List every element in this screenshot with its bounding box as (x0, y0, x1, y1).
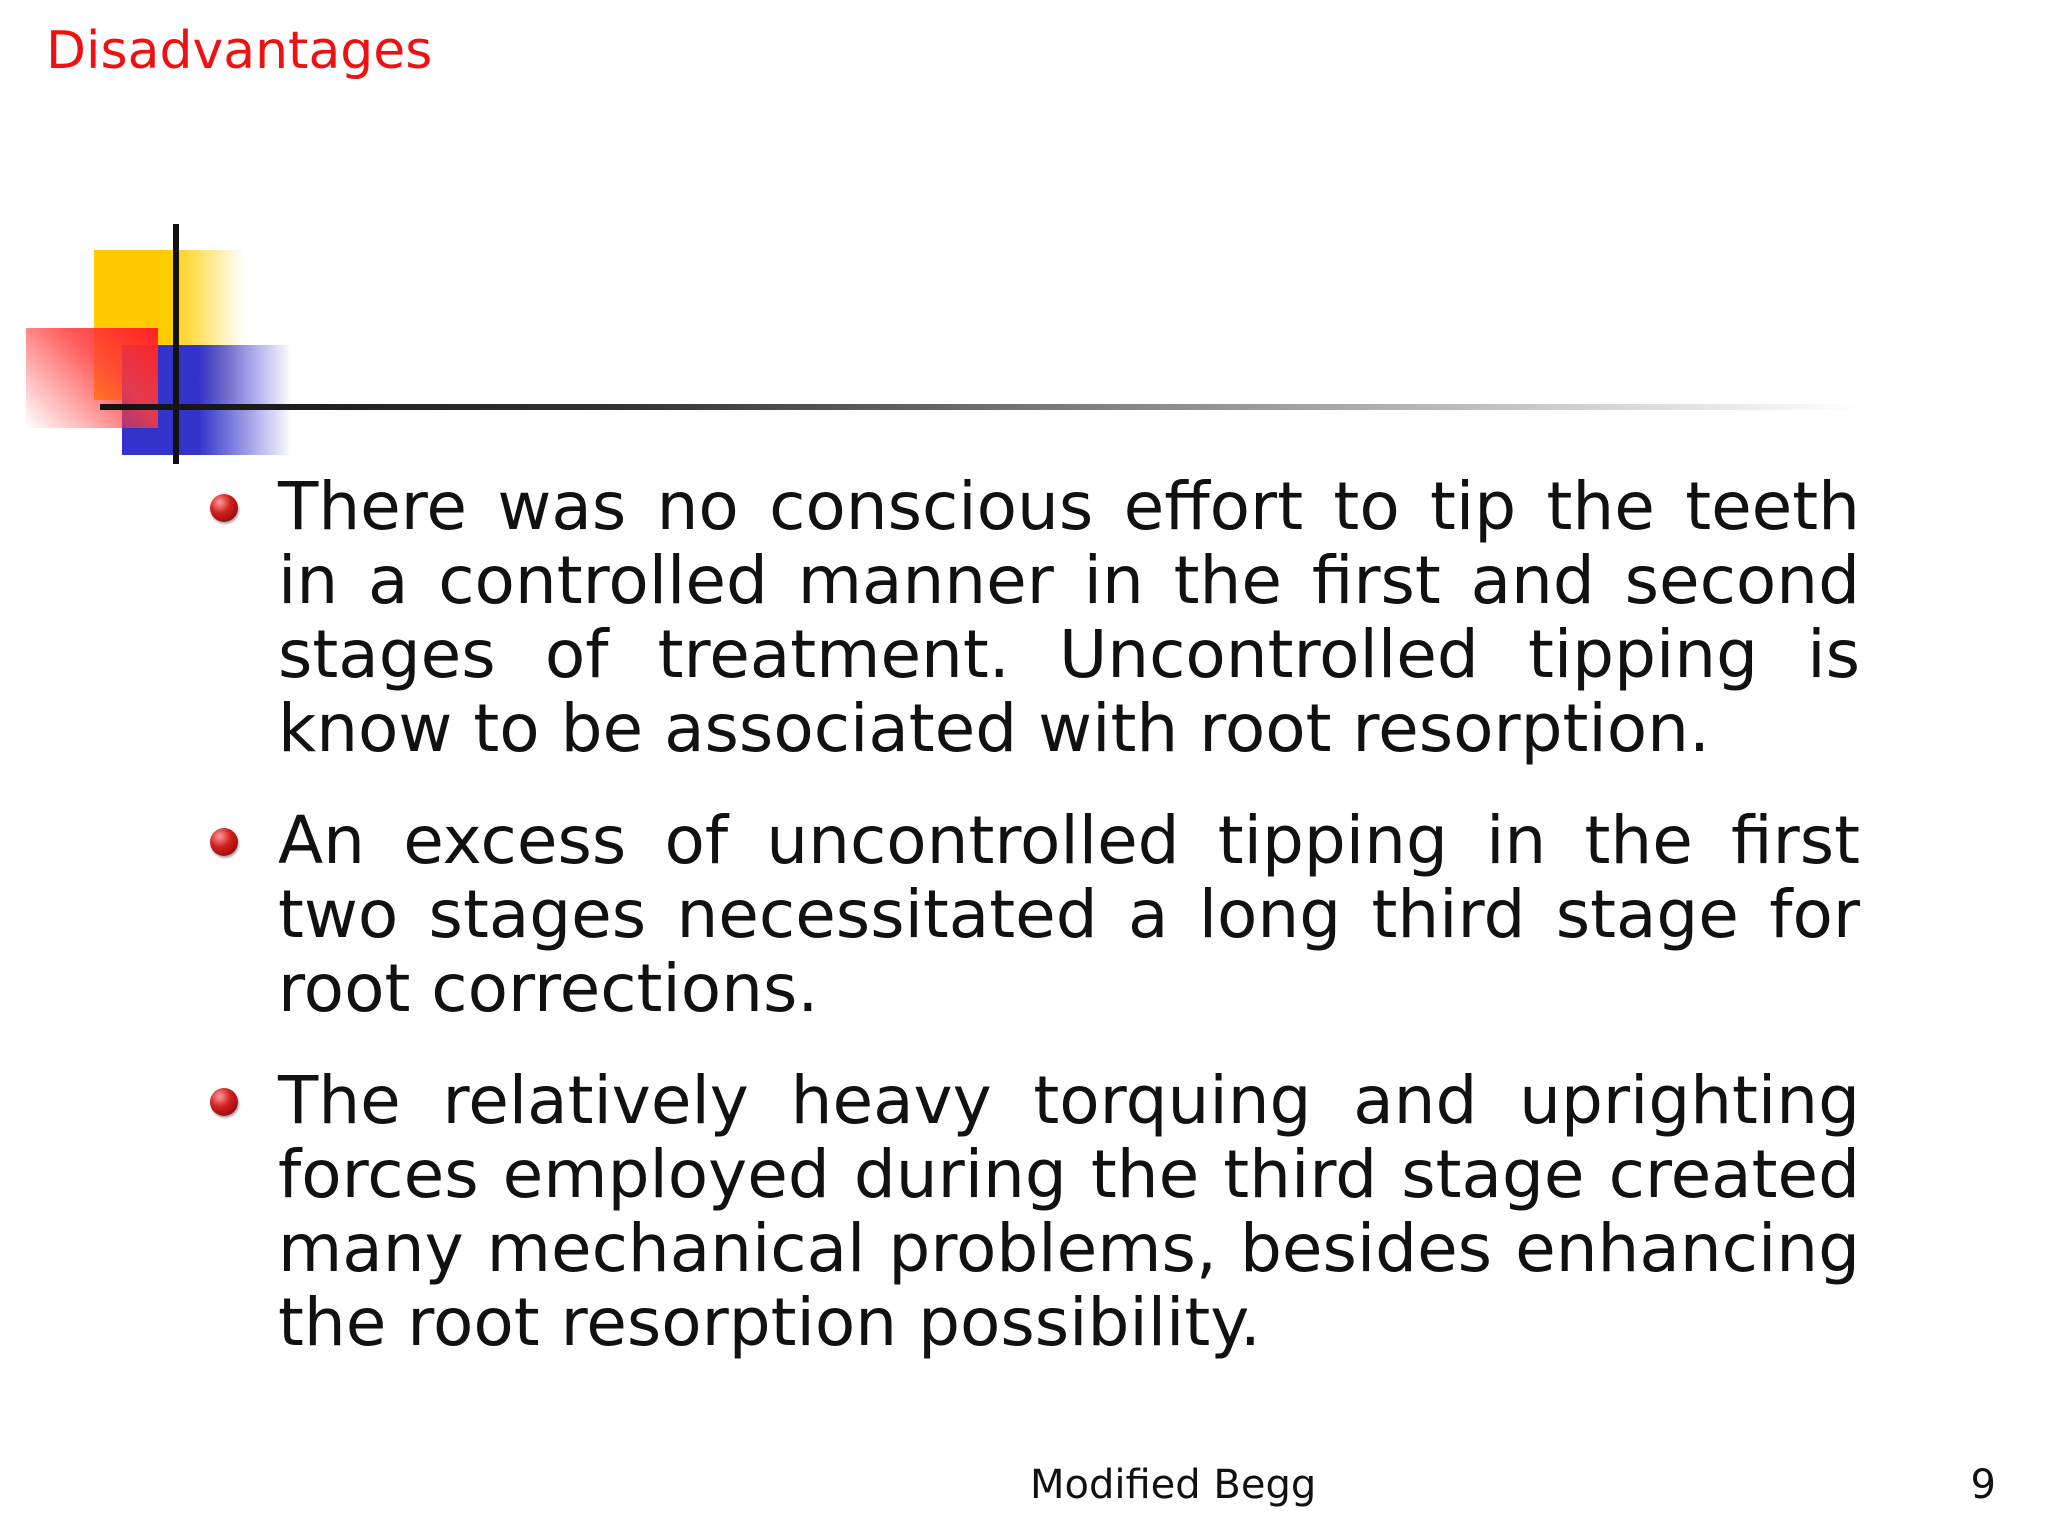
bullet-list (206, 470, 1860, 1398)
vertical-rule (173, 224, 179, 464)
red-sphere-bullet-icon (210, 828, 238, 856)
bullet-text: An excess of uncontrolled tipping in the first two stages necessitated a long third stage for root corrections. (278, 802, 1860, 1027)
bullet-item (206, 804, 1860, 1026)
bullet-item (206, 1064, 1860, 1360)
bullet-item (206, 470, 1860, 766)
bullet-text: The relatively heavy torquing and uprighting forces employed during the third stage created many mechanical problems, besides enhancing the root resorption possibility. (278, 1062, 1860, 1361)
footer-text: Modified Begg (1030, 1462, 1317, 1508)
red-sphere-bullet-icon (210, 1088, 238, 1116)
slide-title: Disadvantages (46, 21, 433, 81)
red-square (26, 328, 158, 428)
blue-square (122, 345, 292, 455)
horizontal-rule (100, 404, 1860, 410)
page-number: 9 (1970, 1462, 1996, 1508)
red-sphere-bullet-icon (210, 494, 238, 522)
yellow-square (94, 250, 244, 400)
bullet-text: There was no conscious effort to tip the teeth in a controlled manner in the first and second stages of treatment. Uncontrolled tipping is know to be associated with root resorption. (278, 468, 1860, 767)
